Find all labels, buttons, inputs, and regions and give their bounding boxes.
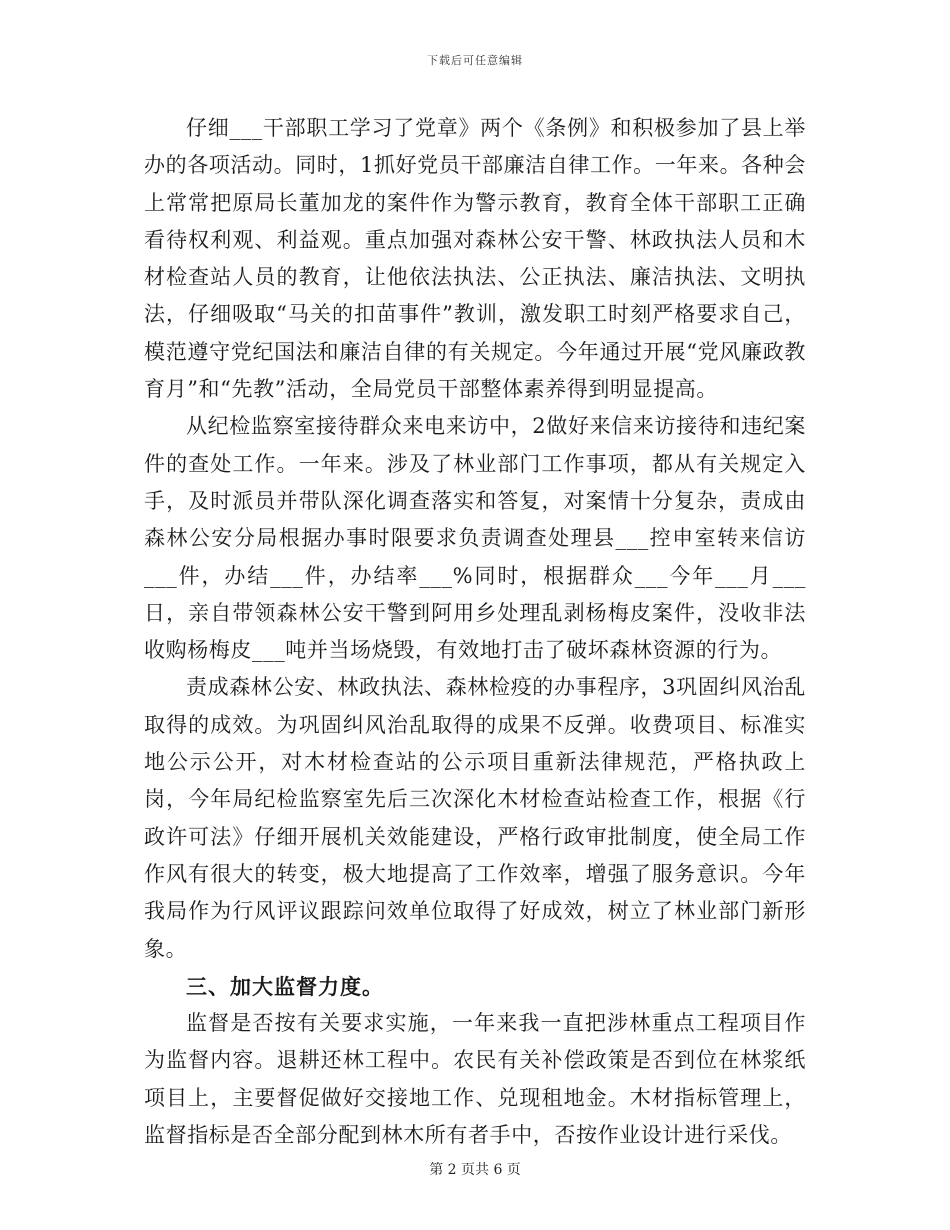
paragraph-1: 仔细___干部职工学习了党章》两个《条例》和积极参加了县上举办的各项活动。同时，1抓好党员干部廉洁自律工作。一年来。各种会上常常把原局长董加龙的案件作为警示教育，教育全体干部职工正确看待权利观、利益观。重点加强对森林公安干警、林政执法人员和木材检查站人员的教育，让他依法执法、公正执法、廉洁执法、文明执法，仔细吸取“马关的扣苗事件”教训，激发职工时刻严格要求自己，模范遵守党纪国法和廉洁自律的有关规定。今年通过开展“党风廉政教育月”和“先教”活动，全局党员干部整体素养得到明显提高。 bbox=[144, 116, 806, 402]
document-body bbox=[144, 110, 806, 1154]
section-heading: 三、加大监督力度。 bbox=[186, 973, 384, 999]
paragraph-4: 监督是否按有关要求实施，一年来我一直把涉林重点工程项目作为监督内容。退耕还林工程中。农民有关补偿政策是否到位在林浆纸项目上，主要督促做好交接地工作、兑现租地金。木材指标管理上，监督指标是否全部分配到林木所有者手中，否按作业设计进行采伐。 bbox=[144, 1011, 806, 1148]
page-header: 下载后可任意编辑 bbox=[427, 54, 523, 67]
paragraph-2: 从纪检监察室接待群众来电来访中，2做好来信来访接待和违纪案件的查处工作。一年来。涉及了林业部门工作事项，都从有关规定入手，及时派员并带队深化调查落实和答复，对案情十分复杂，责成由森林公安分局根据办事时限要求负责调查处理县___控申室转来信访___件，办结___件，办结率___%同时，根据群众___今年___月___日，亲自带领森林公安干警到阿用乡处理乱剥杨梅皮案件，没收非法收购杨梅皮___吨并当场烧毁，有效地打击了破坏森林资源的行为。 bbox=[144, 414, 806, 663]
page-footer: 第 2 页共 6 页 bbox=[429, 1162, 521, 1178]
paragraph-3: 责成森林公安、林政执法、森林检疫的办事程序，3巩固纠风治乱取得的成效。为巩固纠风治乱取得的成果不反弹。收费项目、标准实地公示公开，对木材检查站的公示项目重新法律规范，严格执政上岗，今年局纪检监察室先后三次深化木材检查站检查工作，根据《行政许可法》仔细开展机关效能建设，严格行政审批制度，使全局工作作风有很大的转变，极大地提高了工作效率，增强了服务意识。今年我局作为行风评议跟踪问效单位取得了好成效，树立了林业部门新形象。 bbox=[144, 675, 806, 961]
